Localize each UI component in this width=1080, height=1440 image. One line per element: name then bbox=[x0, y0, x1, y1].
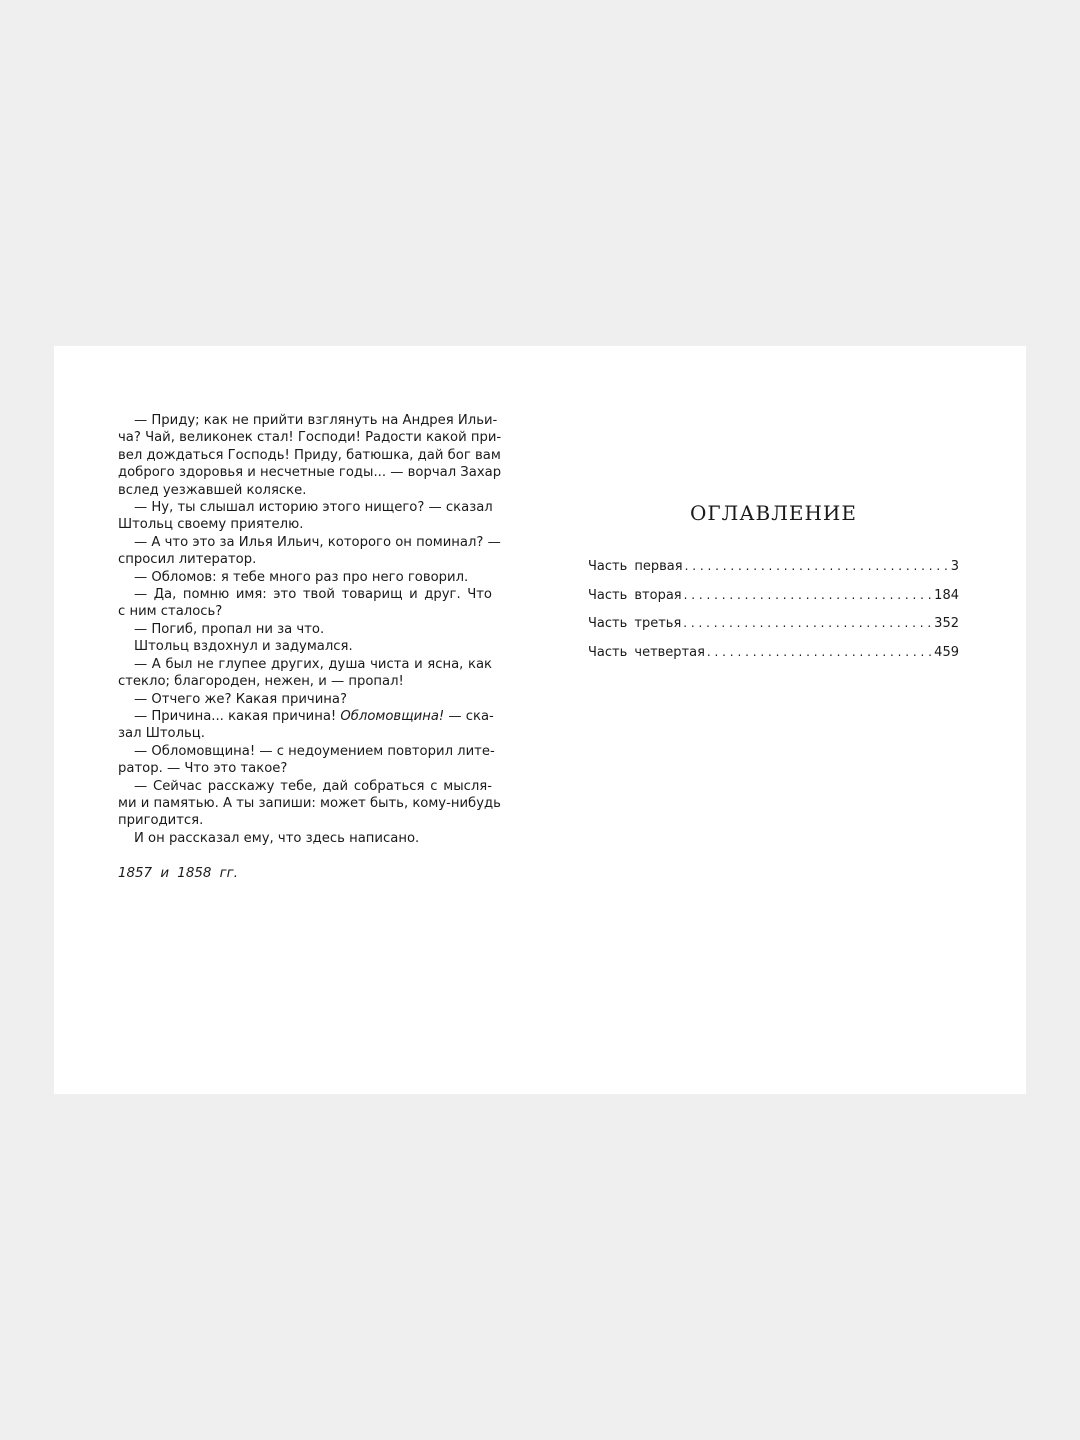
text-line: пригодится. bbox=[118, 813, 204, 829]
text-line: вел дождаться Господь! Приду, батюшка, дай бог вам bbox=[118, 447, 501, 463]
text-line: ча? Чай, великонек стал! Господи! Радости какой при- bbox=[118, 430, 502, 446]
toc-leader-dots bbox=[707, 645, 932, 659]
toc-leader-dots bbox=[684, 588, 933, 602]
toc-entry[interactable] bbox=[588, 559, 959, 588]
text-line: доброго здоровья и несчетные годы... — ворчал Захар bbox=[118, 465, 502, 481]
text-line: вслед уезжавшей коляске. bbox=[118, 482, 307, 498]
text-line: — Обломовщина! — с недоумением повторил лите- bbox=[134, 743, 495, 759]
text-line: — Отчего же? Какая причина? bbox=[134, 691, 347, 707]
toc-entry-label: Часть первая bbox=[588, 559, 683, 574]
toc-entry-page: 184 bbox=[934, 587, 959, 603]
text-line: — Ну, ты слышал историю этого нищего? — сказал bbox=[134, 500, 493, 516]
text-line: зал Штольц. bbox=[118, 726, 205, 742]
text-line: — Приду; как не прийти взглянуть на Андрея Ильи- bbox=[134, 413, 498, 428]
toc-entry[interactable] bbox=[588, 645, 959, 674]
text-line: — А что это за Илья Ильич, которого он поминал? — bbox=[134, 534, 501, 550]
text-line: с ним сталось? bbox=[118, 604, 223, 620]
toc-entry-page: 352 bbox=[934, 616, 959, 632]
text-fragment: — ска- bbox=[444, 708, 494, 724]
text-fragment: — Причина... какая причина! bbox=[134, 708, 341, 724]
left-page-text bbox=[118, 412, 502, 883]
italic-emphasis: Обломовщина! bbox=[340, 708, 445, 724]
toc-entry[interactable] bbox=[588, 588, 959, 617]
text-line bbox=[118, 708, 492, 725]
toc-entry-label: Часть четвертая bbox=[588, 644, 705, 660]
text-line: — А был не глупее других, душа чиста и ясна, как bbox=[134, 656, 492, 672]
book-spread bbox=[54, 346, 1026, 1094]
text-line: ратор. — Что это такое? bbox=[118, 761, 288, 777]
text-line: ми и памятью. А ты запиши: может быть, кому-нибудь bbox=[118, 795, 501, 811]
toc-entry-label: Часть третья bbox=[588, 616, 682, 632]
toc-title: ОГЛАВЛЕНИЕ bbox=[690, 501, 857, 525]
toc-entry-label: Часть вторая bbox=[588, 587, 682, 603]
toc-leader-dots bbox=[683, 616, 932, 630]
text-line: И он рассказал ему, что здесь написано. bbox=[134, 830, 420, 846]
text-line: — Обломов: я тебе много раз про него говорил. bbox=[134, 569, 469, 585]
date-line: 1857 и 1858 гг. bbox=[118, 866, 238, 882]
text-line: спросил литератор. bbox=[118, 552, 257, 568]
toc-entry-page: 3 bbox=[950, 559, 959, 574]
toc-leader-dots bbox=[685, 559, 949, 573]
text-line: стекло; благороден, нежен, и — пропал! bbox=[118, 674, 404, 690]
toc-entry-page: 459 bbox=[934, 644, 959, 660]
toc-entry[interactable] bbox=[588, 616, 959, 645]
text-line: Штольц своему приятелю. bbox=[118, 517, 304, 533]
text-line: Штольц вздохнул и задумался. bbox=[134, 639, 353, 655]
text-line: — Сейчас расскажу тебе, дай собраться с мысля- bbox=[134, 778, 492, 794]
right-page-toc bbox=[588, 501, 959, 673]
text-line: — Погиб, пропал ни за что. bbox=[134, 621, 325, 637]
text-line: — Да, помню имя: это твой товарищ и друг. Что bbox=[134, 587, 492, 603]
